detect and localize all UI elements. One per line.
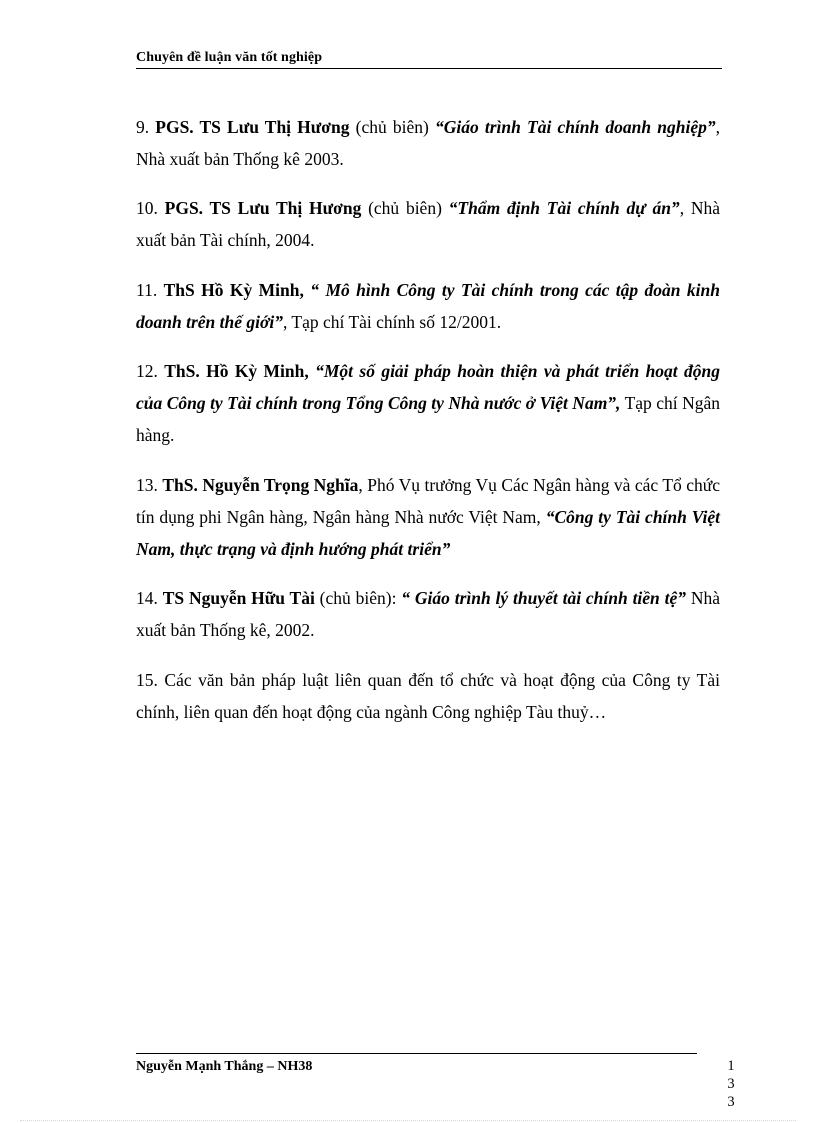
footer-divider — [136, 1053, 697, 1054]
reference-title: “Một số giải pháp hoàn thiện và phát triển hoạt động của Công ty Tài chính trong Tổng Công ty Nhà nước ở Việt Nam”, — [136, 361, 721, 413]
reference-author: ThS Hồ Kỳ Minh, — [163, 279, 304, 300]
reference-author: PGS. TS Lưu Thị Hương — [155, 116, 350, 137]
reference-title: “Giáo trình Tài chính doanh nghiệp” — [434, 116, 716, 137]
reference-title: “Công ty Tài chính Việt Nam, thực trạng và định hướng phát triển” — [136, 506, 720, 559]
reference-author: ThS. Hồ Kỳ Minh, — [164, 361, 309, 381]
footer-author: Nguyễn Mạnh Thắng – NH38 — [136, 1059, 313, 1074]
reference-item: 10. PGS. TS Lưu Thị Hương (chủ biên) “Thẩm định Tài chính dự án”, Nhà xuất bản Tài chính, 2004. — [136, 198, 720, 250]
reference-item: 11. ThS Hồ Kỳ Minh, “ Mô hình Công ty Tài chính trong các tập đoàn kinh doanh trên thế giới”, Tạp chí Tài chính số 12/2001. — [136, 279, 721, 332]
reference-author: PGS. TS Lưu Thị Hương — [164, 198, 362, 218]
page-digit: 3 — [727, 1076, 735, 1092]
reference-item: 12. ThS. Hồ Kỳ Minh, “Một số giải pháp hoàn thiện và phát triển hoạt động của Công ty Tài chính trong Tổng Công ty Nhà nước ở Việt Nam”, Tạp chí Ngân hàng. — [136, 361, 721, 445]
reference-author: TS Nguyễn Hữu Tài — [162, 588, 315, 608]
reference-list — [136, 93, 720, 736]
reference-title: “Thẩm định Tài chính dự án” — [448, 198, 680, 218]
reference-item: 13. ThS. Nguyễn Trọng Nghĩa, Phó Vụ trưởng Vụ Các Ngân hàng và các Tổ chức tín dụng phi Ngân hàng, Ngân hàng Nhà nước Việt Nam, “Công ty Tài chính Việt Nam, thực trạng và định hướng phát triển” — [136, 474, 720, 559]
page-header — [136, 50, 722, 69]
page-digit: 3 — [727, 1094, 735, 1110]
reference-item: 15. Các văn bản pháp luật liên quan đến tổ chức và hoạt động của Công ty Tài chính, liên quan đến hoạt động của ngành Công nghiệp Tàu thuỷ… — [136, 669, 720, 722]
reference-author: ThS. Nguyễn Trọng Nghĩa — [162, 474, 359, 495]
reference-title: “ Giáo trình lý thuyết tài chính tiền tệ” — [401, 588, 687, 608]
reference-item: 9. PGS. TS Lưu Thị Hương (chủ biên) “Giáo trình Tài chính doanh nghiệp”, Nhà xuất bản Thống kê 2003. — [136, 116, 720, 169]
page-number — [724, 1057, 738, 1111]
reference-item: 14. TS Nguyễn Hữu Tài (chủ biên): “ Giáo trình lý thuyết tài chính tiền tệ” Nhà xuất bản Thống kê, 2002. — [136, 588, 721, 640]
header-title: Chuyên đề luận văn tốt nghiệp — [136, 50, 323, 65]
reference-title: “ Mô hình Công ty Tài chính trong các tập đoàn kinh doanh trên thế giới” — [136, 279, 721, 332]
page-edge-divider — [20, 1120, 796, 1121]
page-digit: 1 — [727, 1058, 735, 1074]
